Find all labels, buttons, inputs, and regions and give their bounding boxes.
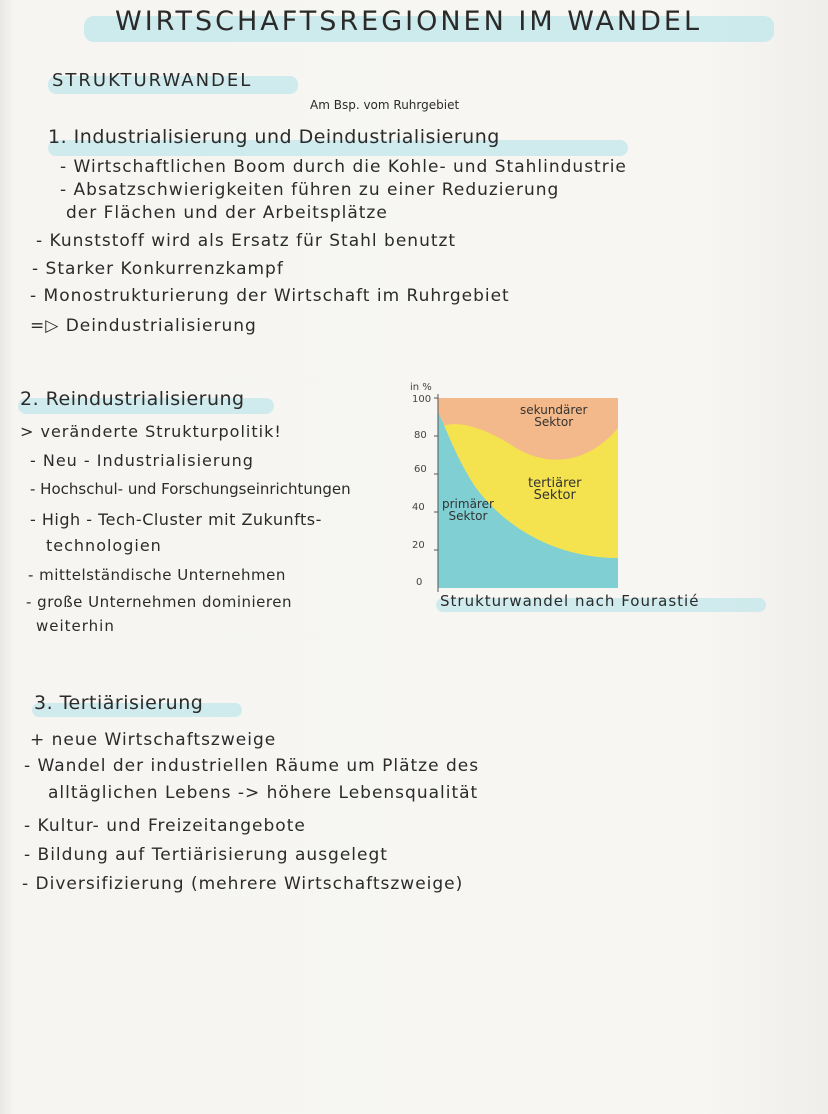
- primary-sector-label-line-2: Sektor: [448, 509, 488, 523]
- section2-line-3: - Hochschul- und Forschungseinrichtungen: [30, 480, 351, 498]
- diagram-ytick-20: 20: [412, 540, 425, 551]
- section1-line-6: - Monostrukturierung der Wirtschaft im Ruhrgebiet: [30, 286, 510, 306]
- diagram-unit-label: in %: [410, 382, 432, 393]
- section2-line-2: - Neu - Industrialisierung: [30, 451, 254, 470]
- section1-heading: 1. Industrialisierung und Deindustrialisierung: [48, 126, 500, 148]
- primary-sector-label-line-1: primärer: [442, 497, 494, 511]
- tertiary-sector-label-line-2: Sektor: [533, 488, 576, 503]
- section1-line-7: =▷ Deindustrialisierung: [30, 316, 257, 336]
- section2-line-1: > veränderte Strukturpolitik!: [20, 422, 282, 441]
- section1-line-5: - Starker Konkurrenzkampf: [32, 259, 284, 279]
- section2-line-7: - große Unternehmen dominieren: [26, 593, 292, 611]
- subtitle: STRUKTURWANDEL: [52, 70, 253, 91]
- section1-line-4: - Kunststoff wird als Ersatz für Stahl benutzt: [36, 231, 457, 251]
- section2-line-8: weiterhin: [36, 617, 115, 635]
- section3-line-6: - Diversifizierung (mehrere Wirtschaftszweige): [22, 874, 464, 894]
- section3-line-1: + neue Wirtschaftszweige: [30, 730, 277, 750]
- diagram-ytick-80: 80: [414, 430, 427, 441]
- section1-line-2: - Absatzschwierigkeiten führen zu einer Reduzierung: [60, 180, 560, 200]
- secondary-sector-label: [520, 404, 587, 428]
- section1-line-3: der Flächen und der Arbeitsplätze: [66, 203, 388, 223]
- diagram-caption: Strukturwandel nach Fourastié: [440, 592, 700, 610]
- diagram-ytick-40: 40: [412, 502, 425, 513]
- section3-line-5: - Bildung auf Tertiärisierung ausgelegt: [24, 845, 388, 865]
- section3-line-3: alltäglichen Lebens -> höhere Lebensqualität: [48, 783, 479, 803]
- section3-line-4: - Kultur- und Freizeitangebote: [24, 816, 306, 836]
- section3-line-2: - Wandel der industriellen Räume um Plätze des: [24, 756, 480, 776]
- section2-line-6: - mittelständische Unternehmen: [28, 566, 286, 584]
- diagram-ytick-60: 60: [414, 464, 427, 475]
- diagram-ytick-0: 0: [416, 577, 423, 588]
- section2-line-5: technologien: [46, 536, 162, 555]
- page-title: WIRTSCHAFTSREGIONEN IM WANDEL: [115, 6, 703, 37]
- section2-heading: 2. Reindustrialisierung: [20, 388, 245, 410]
- primary-sector-label: [442, 498, 494, 522]
- subtitle-note: Am Bsp. vom Ruhrgebiet: [310, 98, 460, 112]
- section3-heading: 3. Tertiärisierung: [34, 692, 204, 714]
- secondary-sector-label-line-1: sekundärer: [520, 403, 588, 417]
- tertiary-sector-label-line-1: tertiärer: [528, 476, 582, 491]
- tertiary-sector-label: [528, 478, 582, 502]
- section1-line-1: - Wirtschaftlichen Boom durch die Kohle- und Stahlindustrie: [60, 157, 627, 177]
- secondary-sector-label-line-2: Sektor: [534, 415, 574, 429]
- diagram-ytick-100: 100: [412, 394, 432, 405]
- section2-line-4: - High - Tech-Cluster mit Zukunfts-: [30, 510, 322, 529]
